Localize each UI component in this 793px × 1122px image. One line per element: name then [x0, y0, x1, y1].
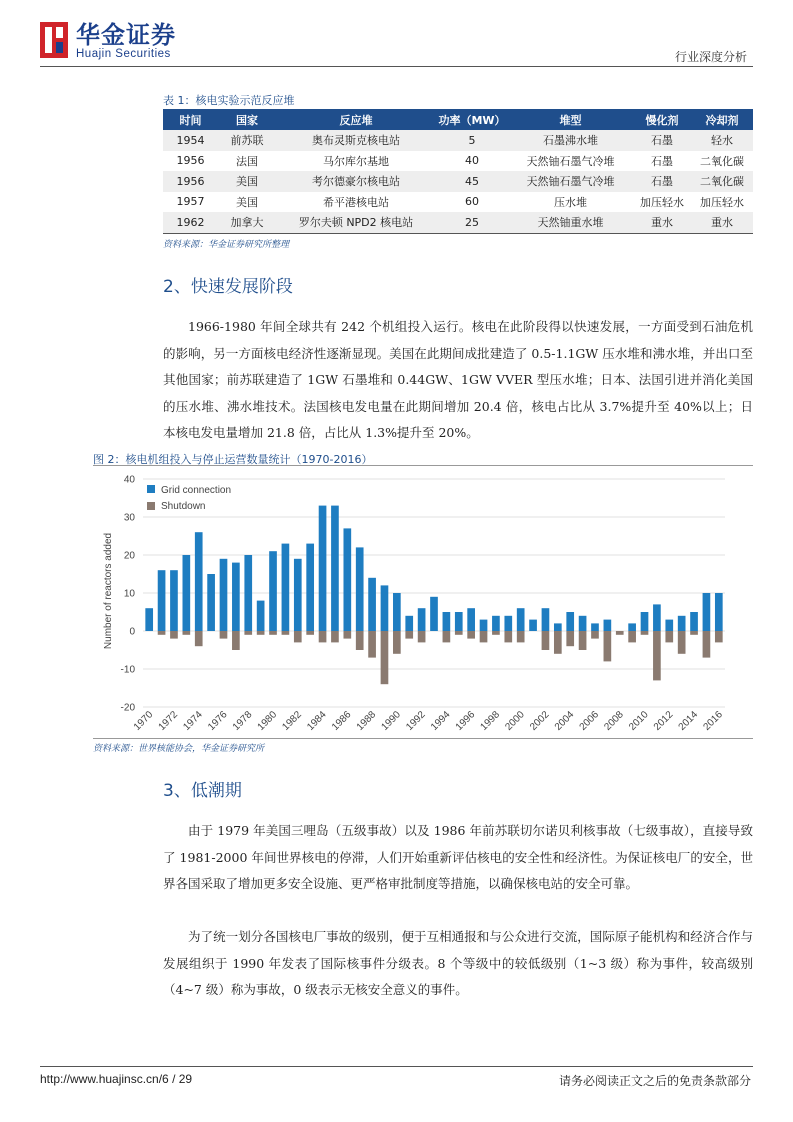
figure-top-divider: [93, 465, 753, 466]
bar-shutdown: [257, 631, 265, 635]
table-cell: 法国: [218, 151, 276, 172]
bar-grid-connection: [542, 608, 550, 631]
chart-y-tick-label: 20: [123, 550, 135, 562]
bar-grid-connection: [195, 532, 203, 631]
table-cell: 天然铀石墨气冷堆: [508, 171, 633, 192]
bar-grid-connection: [678, 616, 686, 631]
bar-grid-connection: [517, 608, 525, 631]
table-cell: 45: [436, 171, 508, 192]
chart-x-tick-label: 1972: [156, 709, 181, 733]
table-row: [163, 151, 753, 172]
bar-grid-connection: [703, 593, 711, 631]
chart-x-tick-label: 2010: [627, 709, 651, 733]
bar-shutdown: [653, 631, 661, 680]
table-cell: 1956: [163, 151, 218, 172]
table-cell: 石墨沸水堆: [508, 130, 633, 151]
table-cell: 轻水: [691, 130, 753, 151]
table-cell: 天然铀重水堆: [508, 212, 633, 233]
bar-grid-connection: [418, 608, 426, 631]
bar-shutdown: [492, 631, 500, 635]
chart-x-tick-label: 2008: [602, 709, 626, 733]
chart-x-tick-label: 2004: [552, 709, 577, 733]
legend-label-shutdown: Shutdown: [161, 501, 206, 512]
bar-grid-connection: [170, 570, 178, 631]
chart-y-tick-label: -20: [120, 702, 135, 714]
bar-shutdown: [504, 631, 512, 642]
bar-grid-connection: [455, 612, 463, 631]
legend-label-grid-connection: Grid connection: [161, 485, 232, 496]
bar-grid-connection: [282, 544, 290, 631]
bar-shutdown: [665, 631, 673, 642]
table-cell: 重水: [691, 212, 753, 233]
section-heading-fast-development: 2、快速发展阶段: [163, 277, 293, 297]
table-cell: 1957: [163, 192, 218, 213]
chart-legend: [147, 485, 231, 512]
bar-shutdown: [690, 631, 698, 635]
bar-shutdown: [294, 631, 302, 642]
chart-x-tick-label: 2012: [651, 709, 676, 733]
table-cell: 石墨: [633, 171, 691, 192]
bar-shutdown: [542, 631, 550, 650]
chart-x-tick-label: 1988: [354, 709, 379, 733]
bar-shutdown: [282, 631, 290, 635]
bar-shutdown: [183, 631, 191, 635]
chart-x-tick-label: 1992: [404, 709, 428, 733]
table-cell: 加拿大: [218, 212, 276, 233]
bar-shutdown: [517, 631, 525, 642]
bar-grid-connection: [183, 555, 191, 631]
chart-y-tick-label: 10: [123, 588, 135, 600]
chart-x-tick-labels: [132, 709, 725, 733]
bar-shutdown: [703, 631, 711, 658]
table-cell: 加压轻水: [691, 192, 753, 213]
table-row: [163, 192, 753, 213]
table-header-cell: 冷却剂: [691, 109, 753, 130]
table-source-note: 资料来源：华金证券研究所整理: [163, 240, 290, 250]
bar-shutdown: [343, 631, 351, 639]
header-divider: [40, 66, 753, 67]
table-cell: 希平港核电站: [276, 192, 436, 213]
chart-y-axis-label: Number of reactors added: [103, 532, 114, 650]
chart-x-tick-label: 2006: [577, 709, 602, 733]
bar-grid-connection: [715, 593, 723, 631]
bar-shutdown: [269, 631, 277, 635]
table-cell: 1962: [163, 212, 218, 233]
bar-shutdown: [628, 631, 636, 642]
body-paragraph: 1966-1980 年间全球共有 242 个机组投入运行。核电在此阶段得以快速发展，一方面受到石油危机的影响，另一方面核电经济性逐渐显现。美国在此期间成批建造了 0.5-1.1GW 压水堆和沸水堆，并出口至其他国家；前苏联建造了 1GW 石墨堆和 0.44GW、1GW VVER 型压水堆；日本、法国引进并消化美国的压水堆、沸水堆技术。法国核电发电量在此期间增加 20.4 倍，核电占比从 3.7%提升至 40%以上；日本核电发电量增加 21.8 倍，占比从 1.3%提升至 20%。: [163, 319, 753, 440]
bar-shutdown: [393, 631, 401, 654]
chart-x-tick-label: 2016: [701, 709, 725, 733]
table-row: [163, 171, 753, 192]
bar-grid-connection: [579, 616, 587, 631]
bar-grid-connection: [566, 612, 574, 631]
table-cell: 60: [436, 192, 508, 213]
bar-grid-connection: [504, 616, 512, 631]
bar-grid-connection: [269, 551, 277, 631]
bar-grid-connection: [641, 612, 649, 631]
bar-shutdown: [368, 631, 376, 658]
bar-grid-connection: [356, 547, 364, 631]
table-cell: 40: [436, 151, 508, 172]
table-cell: 考尔德豪尔核电站: [276, 171, 436, 192]
chart-x-tick-label: 1980: [255, 709, 280, 733]
huajin-logo-icon: [40, 22, 68, 58]
table-cell: 加压轻水: [633, 192, 691, 213]
bar-shutdown: [616, 631, 624, 635]
table-cell: 二氧化碳: [691, 171, 753, 192]
figure-source-note: 资料来源：世界核能协会，华金证券研究所: [93, 744, 265, 754]
bar-shutdown: [554, 631, 562, 654]
bar-grid-connection: [665, 620, 673, 631]
bar-grid-connection: [405, 616, 413, 631]
table-cell: 石墨: [633, 151, 691, 172]
bar-grid-connection: [480, 620, 488, 631]
bar-grid-connection: [381, 585, 389, 631]
table-cell: 重水: [633, 212, 691, 233]
bar-grid-connection: [294, 559, 302, 631]
bar-shutdown: [678, 631, 686, 654]
bar-grid-connection: [158, 570, 166, 631]
chart-y-tick-label: 30: [123, 512, 135, 524]
bar-grid-connection: [306, 544, 314, 631]
bar-grid-connection: [257, 601, 265, 631]
bar-grid-connection: [331, 506, 339, 631]
table-cell: 25: [436, 212, 508, 233]
bar-shutdown: [405, 631, 413, 639]
bar-grid-connection: [207, 574, 215, 631]
bar-shutdown: [232, 631, 240, 650]
table-cell: 1954: [163, 130, 218, 151]
chart-y-tick-label: 0: [129, 626, 135, 638]
table-header-cell: 反应堆: [276, 109, 436, 130]
footer-url-page: http://www.huajinsc.cn/6 / 29: [40, 1072, 193, 1086]
brand-name-en: Huajin Securities: [76, 48, 171, 60]
chart-x-tick-label: 1990: [379, 709, 403, 733]
bar-shutdown: [319, 631, 327, 642]
chart-y-tick-label: 40: [123, 474, 135, 486]
table-cell: 压水堆: [508, 192, 633, 213]
reactors-bar-chart: [93, 467, 753, 737]
bar-shutdown: [715, 631, 723, 642]
bar-grid-connection: [319, 506, 327, 631]
table-cell: 石墨: [633, 130, 691, 151]
bar-shutdown: [356, 631, 364, 650]
bar-shutdown: [195, 631, 203, 646]
brand-name-cn: 华金证券: [76, 21, 176, 49]
table-cell: 1956: [163, 171, 218, 192]
bar-shutdown: [455, 631, 463, 635]
table-cell: 美国: [218, 171, 276, 192]
chart-x-tick-label: 1994: [428, 709, 453, 733]
table-row: [163, 130, 753, 151]
bar-shutdown: [480, 631, 488, 642]
footer-divider: [40, 1066, 753, 1067]
bar-grid-connection: [343, 528, 351, 631]
bar-shutdown: [566, 631, 574, 646]
bar-grid-connection: [393, 593, 401, 631]
table-cell: 二氧化碳: [691, 151, 753, 172]
chart-x-tick-label: 1986: [329, 709, 354, 733]
legend-swatch-grid-connection: [147, 485, 155, 493]
table-cell: 5: [436, 130, 508, 151]
table-header-cell: 时间: [163, 109, 218, 130]
chart-x-tick-label: 1996: [453, 709, 478, 733]
chart-gridlines: [143, 479, 725, 707]
bar-shutdown: [604, 631, 612, 661]
chart-x-tick-label: 1978: [230, 709, 255, 733]
bar-grid-connection: [604, 620, 612, 631]
table-cell: 奥布灵斯克核电站: [276, 130, 436, 151]
bar-shutdown: [170, 631, 178, 639]
report-type: 行业深度分析: [674, 50, 747, 64]
bar-shutdown: [579, 631, 587, 650]
table-header-cell: 国家: [218, 109, 276, 130]
bar-grid-connection: [467, 608, 475, 631]
chart-x-tick-label: 2000: [503, 709, 527, 733]
footer-disclaimer: 请务必阅读正文之后的免责条款部分: [558, 1074, 751, 1088]
table-cell: 马尔库尔基地: [276, 151, 436, 172]
bar-shutdown: [467, 631, 475, 639]
bar-shutdown: [418, 631, 426, 642]
bar-shutdown: [220, 631, 228, 639]
section-heading-low-tide: 3、低潮期: [163, 781, 242, 801]
bar-grid-connection: [443, 612, 451, 631]
chart-x-tick-label: 2014: [676, 709, 701, 733]
table-cell: 罗尔夫顿 NPD2 核电站: [276, 212, 436, 233]
table-caption: 表 1：核电实验示范反应堆: [163, 94, 295, 107]
chart-x-tick-label: 1976: [206, 709, 230, 733]
bar-shutdown: [381, 631, 389, 684]
table-header-cell: 慢化剂: [633, 109, 691, 130]
chart-x-tick-label: 1974: [181, 709, 205, 733]
legend-swatch-shutdown: [147, 502, 155, 510]
bar-grid-connection: [232, 563, 240, 631]
reactor-table: [163, 109, 753, 234]
bar-grid-connection: [244, 555, 252, 631]
bar-grid-connection: [591, 623, 599, 631]
chart-y-tick-label: -10: [120, 664, 135, 676]
bar-grid-connection: [368, 578, 376, 631]
bar-shutdown: [591, 631, 599, 639]
table-row: [163, 212, 753, 233]
bar-grid-connection: [220, 559, 228, 631]
table-header-row: [163, 109, 753, 130]
bar-shutdown: [158, 631, 166, 635]
table-cell: 美国: [218, 192, 276, 213]
bar-shutdown: [641, 631, 649, 635]
chart-x-tick-label: 1970: [131, 709, 156, 733]
table-header-cell: 堆型: [508, 109, 633, 130]
bar-grid-connection: [554, 623, 562, 631]
bar-grid-connection: [690, 612, 698, 631]
bar-shutdown: [306, 631, 314, 635]
chart-x-tick-label: 1998: [478, 709, 503, 733]
chart-x-tick-label: 1982: [280, 709, 304, 733]
figure-caption: 图 2：核电机组投入与停止运营数量统计（1970-2016）: [93, 453, 373, 466]
bar-grid-connection: [628, 623, 636, 631]
figure-bottom-divider: [93, 738, 753, 739]
bar-grid-connection: [492, 616, 500, 631]
chart-bars: [145, 506, 722, 685]
body-paragraph: 由于 1979 年美国三哩岛（五级事故）以及 1986 年前苏联切尔诺贝利核事故（七级事故），直接导致了 1981-2000 年间世界核电的停滞，人们开始重新评估核电的安全性和经济性。为保证核电厂的安全，世界各国采取了增加更多安全设施、更严格审批制度等措施，以确保核电站的安全可靠。: [163, 823, 753, 891]
table-header-cell: 功率（MW）: [436, 109, 508, 130]
bar-grid-connection: [653, 604, 661, 631]
bar-shutdown: [443, 631, 451, 642]
bar-shutdown: [331, 631, 339, 642]
table-cell: 天然铀石墨气冷堆: [508, 151, 633, 172]
bar-grid-connection: [145, 608, 153, 631]
bar-shutdown: [244, 631, 252, 635]
chart-x-tick-label: 1984: [305, 709, 329, 733]
chart-x-tick-label: 2002: [528, 709, 552, 733]
bar-grid-connection: [430, 597, 438, 631]
table-cell: 前苏联: [218, 130, 276, 151]
bar-grid-connection: [529, 620, 537, 631]
body-paragraph: 为了统一划分各国核电厂事故的级别，便于互相通报和与公众进行交流，国际原子能机构和经济合作与发展组织于 1990 年发表了国际核事件分级表。8 个等级中的较低级别（1~3 级）称为事件，较高级别（4~7 级）称为事故，0 级表示无核安全意义的事件。: [163, 929, 753, 997]
chart-y-tick-labels: [121, 475, 136, 714]
